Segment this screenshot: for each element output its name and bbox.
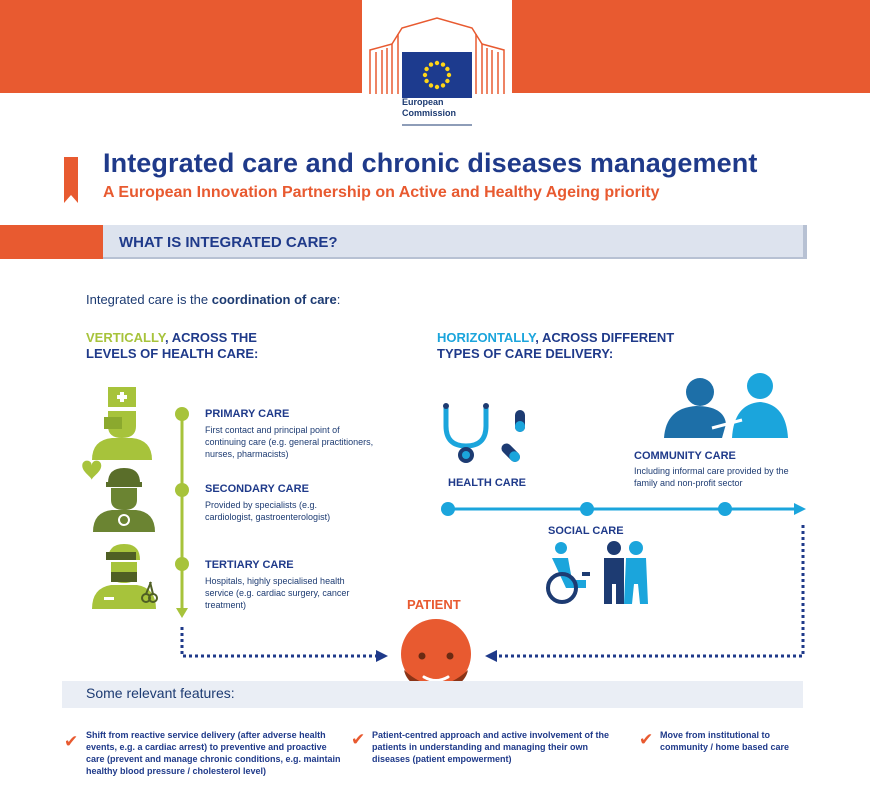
health-care-node: [441, 502, 455, 516]
nurse-icon: [92, 387, 152, 460]
horizontal-line2: TYPES OF CARE DELIVERY:: [437, 346, 614, 361]
check-icon: ✔: [64, 732, 79, 751]
page-subtitle: A European Innovation Partnership on Active and Healthy Ageing priority: [103, 184, 660, 201]
community-care-desc: Including informal care provided by the family and non-profit sector: [634, 466, 789, 488]
tertiary-care-title: TERTIARY CARE: [205, 559, 294, 571]
feature-item-1: Shift from reactive service delivery (after adverse health events, e.g. a cardiac arrest) to preventive and proactive care (prevent and manage chronic conditions, e.g. maintain healthy blood pressure / cholesterol level): [86, 730, 341, 776]
left-dotted-arrow: [182, 627, 388, 662]
horizontal-timeline: [441, 502, 806, 516]
social-care-node: [580, 502, 594, 516]
section-title: WHAT IS INTEGRATED CARE?: [119, 234, 338, 251]
social-care-title: SOCIAL CARE: [548, 525, 624, 537]
intro-prefix: Integrated care is the: [86, 292, 212, 307]
wheelchair-icon: [548, 542, 590, 602]
check-icon: ✔: [639, 730, 654, 749]
vertical-highlight: VERTICALLY: [86, 330, 165, 345]
pills-icon: [499, 410, 525, 464]
feature-item-3: Move from institutional to community / home based care: [660, 730, 790, 752]
community-care-title: COMMUNITY CARE: [634, 450, 736, 462]
patient-label: PATIENT: [407, 597, 461, 612]
community-care-node: [718, 502, 732, 516]
logo-line-1: European: [402, 97, 444, 107]
secondary-care-title: SECONDARY CARE: [205, 483, 309, 495]
stethoscope-icon: [443, 403, 489, 463]
vertical-timeline: [175, 407, 189, 618]
intro-bold: coordination of care: [211, 292, 337, 307]
horizontal-rest: , ACROSS DIFFERENT: [535, 330, 675, 345]
secondary-care-desc: Provided by specialists (e.g. cardiologist, gastroenterologist): [205, 500, 331, 522]
tertiary-care-desc: Hospitals, highly specialised health service (e.g. cardiac surgery, cancer treatment): [205, 576, 350, 610]
elderly-couple-icon: [604, 541, 648, 604]
page-title: Integrated care and chronic diseases management: [103, 148, 758, 178]
vertical-rest: , ACROSS THE: [164, 330, 257, 345]
primary-care-title: PRIMARY CARE: [205, 408, 290, 420]
primary-node: [175, 407, 189, 421]
patient-face-icon: [401, 619, 471, 690]
health-care-label: HEALTH CARE: [448, 477, 527, 489]
primary-care-desc: First contact and principal point of continuing care (e.g. general practitioners, nurses, pharmacists): [205, 425, 374, 459]
features-title: Some relevant features:: [86, 685, 235, 701]
logo-line-2: Commission: [402, 108, 457, 118]
secondary-node: [175, 483, 189, 497]
surgeon-icon: [92, 544, 157, 609]
check-icon: ✔: [351, 730, 366, 749]
vertical-line2: LEVELS OF HEALTH CARE:: [86, 346, 259, 361]
tertiary-node: [175, 557, 189, 571]
horizontal-highlight: HORIZONTALLY: [437, 330, 536, 345]
community-care-icon: [664, 373, 788, 438]
feature-item-2: Patient-centred approach and active involvement of the patients in understanding and managing their own diseases (patient empowerment): [372, 730, 610, 764]
intro-suffix: :: [336, 292, 341, 307]
specialist-doctor-icon: [82, 461, 155, 532]
